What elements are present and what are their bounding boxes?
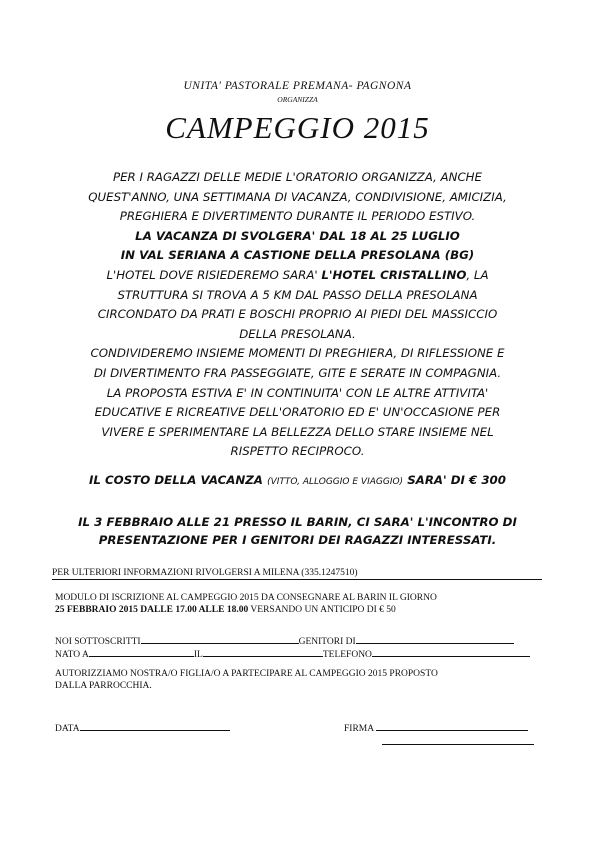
label-data: DATA (55, 724, 80, 734)
authorization-line: AUTORIZZIAMO NOSTRA/O FIGLIA/O A PARTECIPARE AL CAMPEGGIO 2015 PROPOSTO (55, 669, 438, 679)
registration-instructions: MODULO DI ISCRIZIONE AL CAMPEGGIO 2015 DA CONSEGNARE AL BARIN IL GIORNO (55, 593, 437, 603)
row-date (55, 721, 230, 734)
page-title: CAMPEGGIO 2015 (165, 110, 430, 145)
body-line: CONDIVIDEREMO INSIEME MOMENTI DI PREGHIERA, DI RIFLESSIONE E (90, 346, 505, 361)
cost-details: (VITTO, ALLOGGIO E VIAGGIO) (267, 477, 404, 487)
field-phone[interactable] (372, 647, 530, 657)
body-line-hotel (0, 266, 595, 286)
header-organization: UNITA' PASTORALE PREMANA- PAGNONA (183, 80, 412, 92)
label-telefono: TELEFONO (322, 650, 372, 660)
contact-info: PER ULTERIORI INFORMAZIONI RIVOLGERSI A MILENA (335.1247510) (52, 568, 542, 580)
body-line: EDUCATIVE E RICREATIVE DELL'ORATORIO ED E' UN'OCCASIONE PER (94, 405, 501, 420)
body-line-location: IN VAL SERIANA A CASTIONE DELLA PRESOLANA (BG) (120, 248, 475, 263)
label-genitori-di: GENITORI DI (298, 637, 356, 647)
body-line: RISPETTO RECIPROCO. (230, 444, 365, 459)
cost-amount: SARA' DI € 300 (407, 473, 506, 487)
field-birthdate[interactable] (203, 647, 323, 657)
body-line: VIVERE E SPERIMENTARE LA BELLEZZA DELLO STARE INSIEME NEL (101, 424, 494, 439)
body-line: PREGHIERA E DIVERTIMENTO DURANTE IL PERIODO ESTIVO. (119, 209, 476, 224)
meeting-line: IL 3 FEBBRAIO ALLE 21 PRESSO IL BARIN, CI SARA' L'INCONTRO DI (78, 515, 517, 529)
description-block (0, 168, 595, 462)
body-line: QUEST'ANNO, UNA SETTIMANA DI VACANZA, CONDIVISIONE, AMICIZIA, (88, 189, 507, 204)
label-il: IL (193, 650, 203, 660)
body-line-dates: LA VACANZA DI SVOLGERA' DAL 18 AL 25 LUGLIO (135, 228, 460, 243)
body-line: DI DIVERTIMENTO FRA PASSEGGIATE, GITE E SERATE IN COMPAGNIA. (93, 365, 502, 380)
cost-line (0, 473, 595, 487)
row-birth (55, 647, 530, 660)
field-signature-2[interactable] (382, 735, 534, 745)
body-line: PER I RAGAZZI DELLE MEDIE L'ORATORIO ORGANIZZA, ANCHE (112, 170, 482, 184)
hotel-post: , LA (466, 267, 489, 282)
field-birthplace[interactable] (89, 647, 194, 657)
registration-deposit: VERSANDO UN ANTICIPO DI € 50 (248, 605, 396, 615)
row-signature (344, 721, 528, 734)
label-noi-sottoscritti: NOI SOTTOSCRITTI (55, 637, 141, 647)
field-child-name[interactable] (356, 634, 514, 644)
field-parent-names[interactable] (141, 634, 299, 644)
registration-date: 25 FEBBRAIO 2015 DALLE 17.00 ALLE 18.00 (55, 605, 249, 615)
authorization-line: DALLA PARROCCHIA. (55, 681, 152, 691)
body-line: DELLA PRESOLANA. (239, 326, 356, 341)
body-line: STRUTTURA SI TROVA A 5 KM DAL PASSO DELLA PRESOLANA (117, 287, 478, 302)
field-date[interactable] (80, 721, 230, 731)
hotel-name: L'HOTEL CRISTALLINO (321, 267, 467, 282)
field-signature-1[interactable] (376, 721, 528, 731)
row-parents (55, 634, 514, 647)
meeting-line: PRESENTAZIONE PER I GENITORI DEI RAGAZZI INTERESSATI. (98, 533, 497, 547)
body-line: LA PROPOSTA ESTIVA E' IN CONTINUITA' CON LE ALTRE ATTIVITA' (106, 385, 489, 400)
label-nato-a: NATO A (55, 650, 89, 660)
hotel-pre: L'HOTEL DOVE RISIEDEREMO SARA' (106, 267, 322, 282)
row-signature-2 (382, 735, 534, 748)
body-line: CIRCONDATO DA PRATI E BOSCHI PROPRIO AI PIEDI DEL MASSICCIO (97, 307, 498, 322)
label-firma: FIRMA (344, 724, 374, 734)
header-subtitle: ORGANIZZA (277, 95, 318, 104)
registration-date-line (55, 605, 396, 615)
cost-label: IL COSTO DELLA VACANZA (89, 473, 263, 487)
meeting-notice (0, 513, 595, 549)
